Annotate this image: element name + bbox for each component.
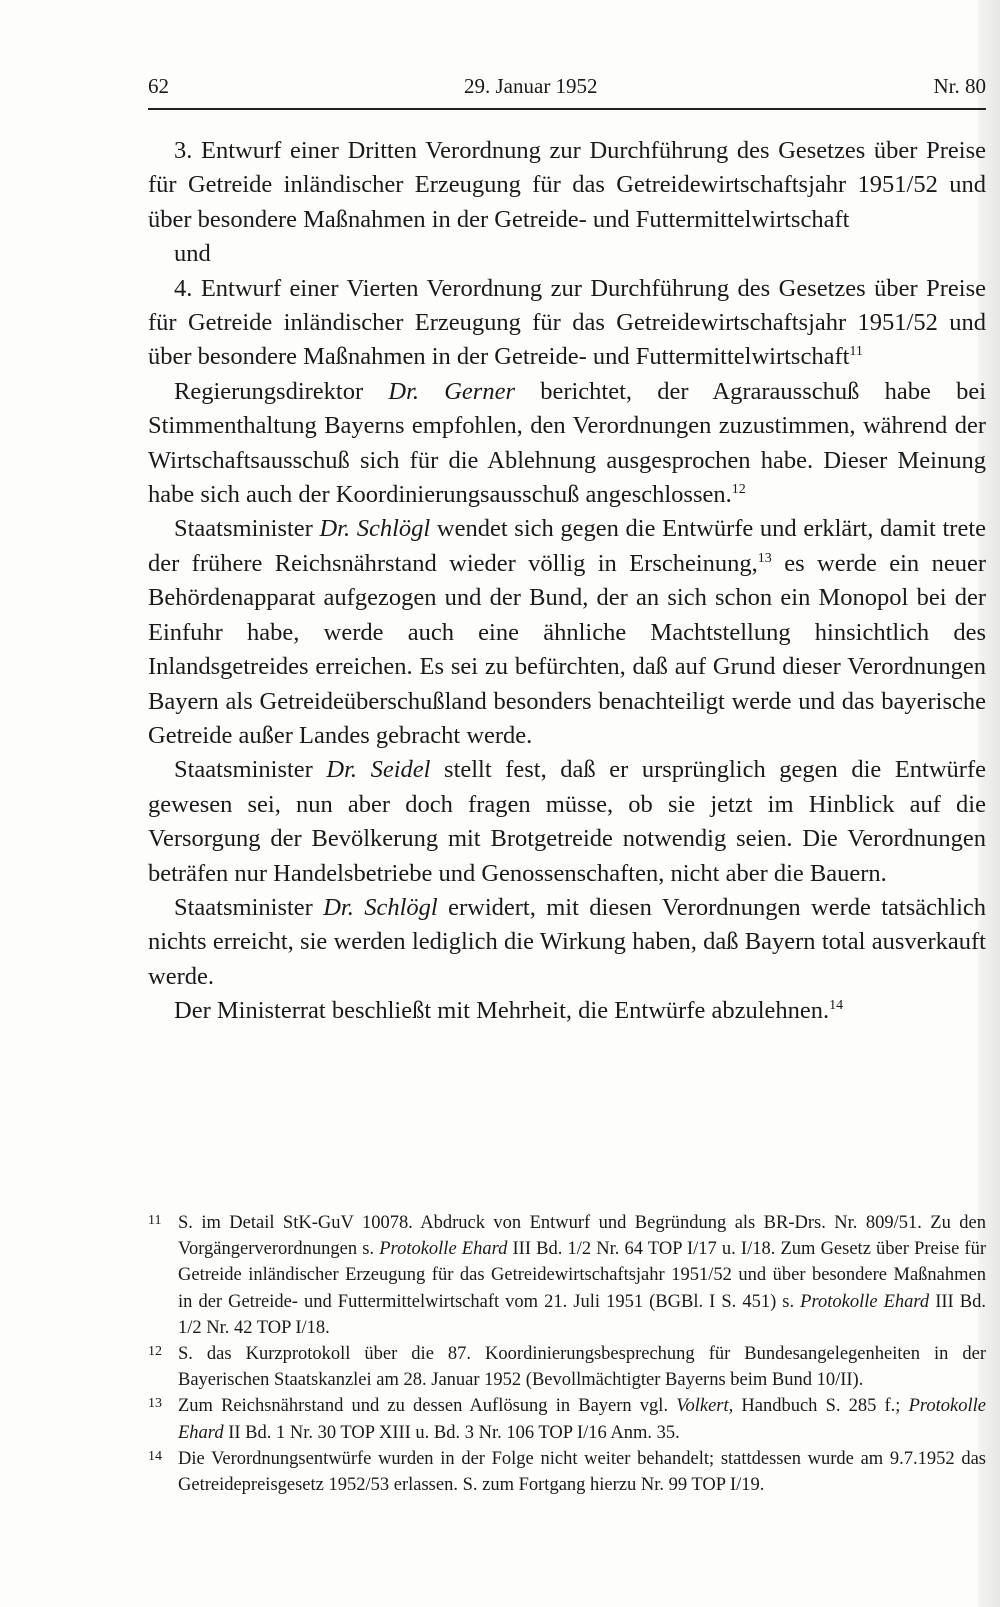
agenda-item-4 <box>148 272 986 375</box>
footnotes <box>148 1210 986 1498</box>
page-number: 62 <box>148 74 169 98</box>
paragraph-decision <box>148 994 986 1028</box>
footnote-text: S. das Kurzprotokoll über die 87. Koordinierungsbesprechung für Bundesangelegenheiten in der Bayerischen Staatskanzlei am 28. Januar 1952 (Bevollmächtigter Bayerns beim Bund 10/II). <box>178 1344 986 1391</box>
footnote-text: III Bd. 1/2 Nr. 64 TOP I/17 u. I/18. Zum Gesetz über Preise für Getreide inländischer Erzeugung für das Getreidewirtschaftsjahr 1951/52 und über besondere Maßnahmen in der Getreide- und Futtermittelwirtschaft vom 21. Juli 1951 (BGBl. I S. 451) s. <box>178 1239 986 1312</box>
document-number: Nr. 80 <box>933 74 986 98</box>
footnote-ref-12[interactable]: 12 <box>731 482 746 498</box>
paragraph-seidel <box>148 753 986 891</box>
paragraph-schloegl-1-text: wendet sich gegen die Entwürfe und erklärt, damit trete der frühere Reichsnährstand wieder völlig in Erscheinung, <box>148 515 987 577</box>
footnote-13 <box>148 1393 986 1445</box>
paragraph-gerner-text: berichtet, der Agrarausschuß habe bei Stimmenthaltung Bayerns empfohlen, den Verordnungen zuzustimmen, während der Wirtschaftsausschuß sich für die Ablehnung ausgesprochen habe. Dieser Meinung habe sich auch der Koordinierungsausschuß angeschlossen. <box>148 377 986 509</box>
footnote-citation: Volkert <box>676 1396 729 1417</box>
speaker-name: Dr. Schlögl <box>319 515 431 543</box>
agenda-item-4-text: 4. Entwurf einer Vierten Verordnung zur Durchführung des Gesetzes über Preise für Getreide inländischer Erzeugung für das Getreidewirtschaftsjahr 1951/52 und über besondere Maßnahmen in der Getreide- und Futtermittelwirtschaft <box>148 274 986 371</box>
footnote-text: III Bd. 1/2 Nr. 42 TOP I/18. <box>178 1291 986 1338</box>
footnote-number: 11 <box>148 1213 162 1228</box>
footnote-ref-13[interactable]: 13 <box>757 550 772 566</box>
paragraph-seidel-text: stellt fest, daß er ursprünglich gegen die Entwürfe gewesen sei, nun aber doch fragen müsse, ob sie jetzt im Hinblick auf die Versorgung der Bevölkerung mit Brotgetreide notwendig seien. Die Verordnungen beträfen nur Handelsbetriebe und Genossenschaften, nicht aber die Bauern. <box>148 756 986 887</box>
footnote-text: II Bd. 1 Nr. 30 TOP XIII u. Bd. 3 Nr. 106 TOP I/16 Anm. 35. <box>223 1422 680 1443</box>
main-text <box>148 134 986 1029</box>
header-rule <box>148 108 986 110</box>
agenda-item-3-text: 3. Entwurf einer Dritten Verordnung zur Durchführung des Gesetzes über Preise für Getreide inländischer Erzeugung für das Getreidewirtschaftsjahr 1951/52 und über besondere Maßnahmen in der Getreide- und Futtermittelwirtschaft <box>148 137 986 233</box>
footnote-14 <box>148 1446 986 1498</box>
footnote-11 <box>148 1210 986 1341</box>
footnote-text: Zum Reichsnährstand und zu dessen Auflösung in Bayern vgl. <box>178 1396 677 1417</box>
footnote-number: 12 <box>148 1344 162 1360</box>
header-date: 29. Januar 1952 <box>464 74 598 98</box>
footnote-citation: Protokolle Ehard <box>379 1239 508 1260</box>
footnote-ref-11[interactable]: 11 <box>849 344 863 360</box>
running-header <box>148 74 986 104</box>
connector-und <box>148 237 986 271</box>
footnote-ref-14[interactable]: 14 <box>829 998 844 1014</box>
connector-und-text: und <box>174 240 211 268</box>
paragraph-schloegl-2-text: erwidert, mit diesen Verordnungen werde tatsächlich nichts erreicht, sie werden lediglich die Wirkung haben, daß Bayern total ausverkauft werde. <box>148 893 986 990</box>
footnote-text: , Handbuch S. 285 f.; <box>728 1396 909 1417</box>
paragraph-schloegl-2-intro: Staatsminister <box>174 893 324 921</box>
paragraph-schloegl-2 <box>148 891 986 994</box>
paragraph-schloegl-1-intro: Staatsminister <box>174 515 320 543</box>
speaker-name: Dr. Gerner <box>388 377 515 405</box>
paragraph-gerner <box>148 375 986 513</box>
paragraph-schloegl-1-text-cont: es werde ein neuer Behördenapparat aufgezogen und der Bund, der an sich schon ein Monopol bei der Einfuhr habe, werde auch eine ähnliche Machtstellung hinsichtlich des Inlandsgetreides erreichen. Es sei zu befürchten, daß auf Grund dieser Verordnungen Bayern als Getreideüberschußland besonders benachteiligt werde und das bayerische Getreide außer Landes gebracht werde. <box>148 549 986 749</box>
paragraph-seidel-intro: Staatsminister <box>174 756 327 784</box>
footnote-number: 14 <box>148 1448 162 1464</box>
speaker-name: Dr. Schlögl <box>323 893 438 921</box>
speaker-name: Dr. Seidel <box>326 756 431 784</box>
paragraph-schloegl-1 <box>148 512 986 753</box>
agenda-item-3 <box>148 134 986 237</box>
footnote-citation: Protokolle Ehard <box>800 1291 930 1312</box>
footnote-number: 13 <box>148 1396 162 1412</box>
paragraph-gerner-intro: Regierungsdirektor <box>174 377 389 405</box>
footnote-text: Die Verordnungsentwürfe wurden in der Folge nicht weiter behandelt; stattdessen wurde am 9.7.1952 das Getreidepreisgesetz 1952/53 erlassen. S. zum Fortgang hierzu Nr. 99 TOP I/19. <box>178 1448 986 1496</box>
footnote-citation: Protokolle Ehard <box>178 1396 986 1443</box>
footnote-text: S. im Detail StK-GuV 10078. Abdruck von Entwurf und Begründung als BR-Drs. Nr. 809/51. Zu den Vorgängerverordnungen s. <box>178 1213 986 1260</box>
footnote-12 <box>148 1341 986 1393</box>
decision-text: Der Ministerrat beschließt mit Mehrheit, die Entwürfe abzulehnen. <box>174 997 830 1025</box>
